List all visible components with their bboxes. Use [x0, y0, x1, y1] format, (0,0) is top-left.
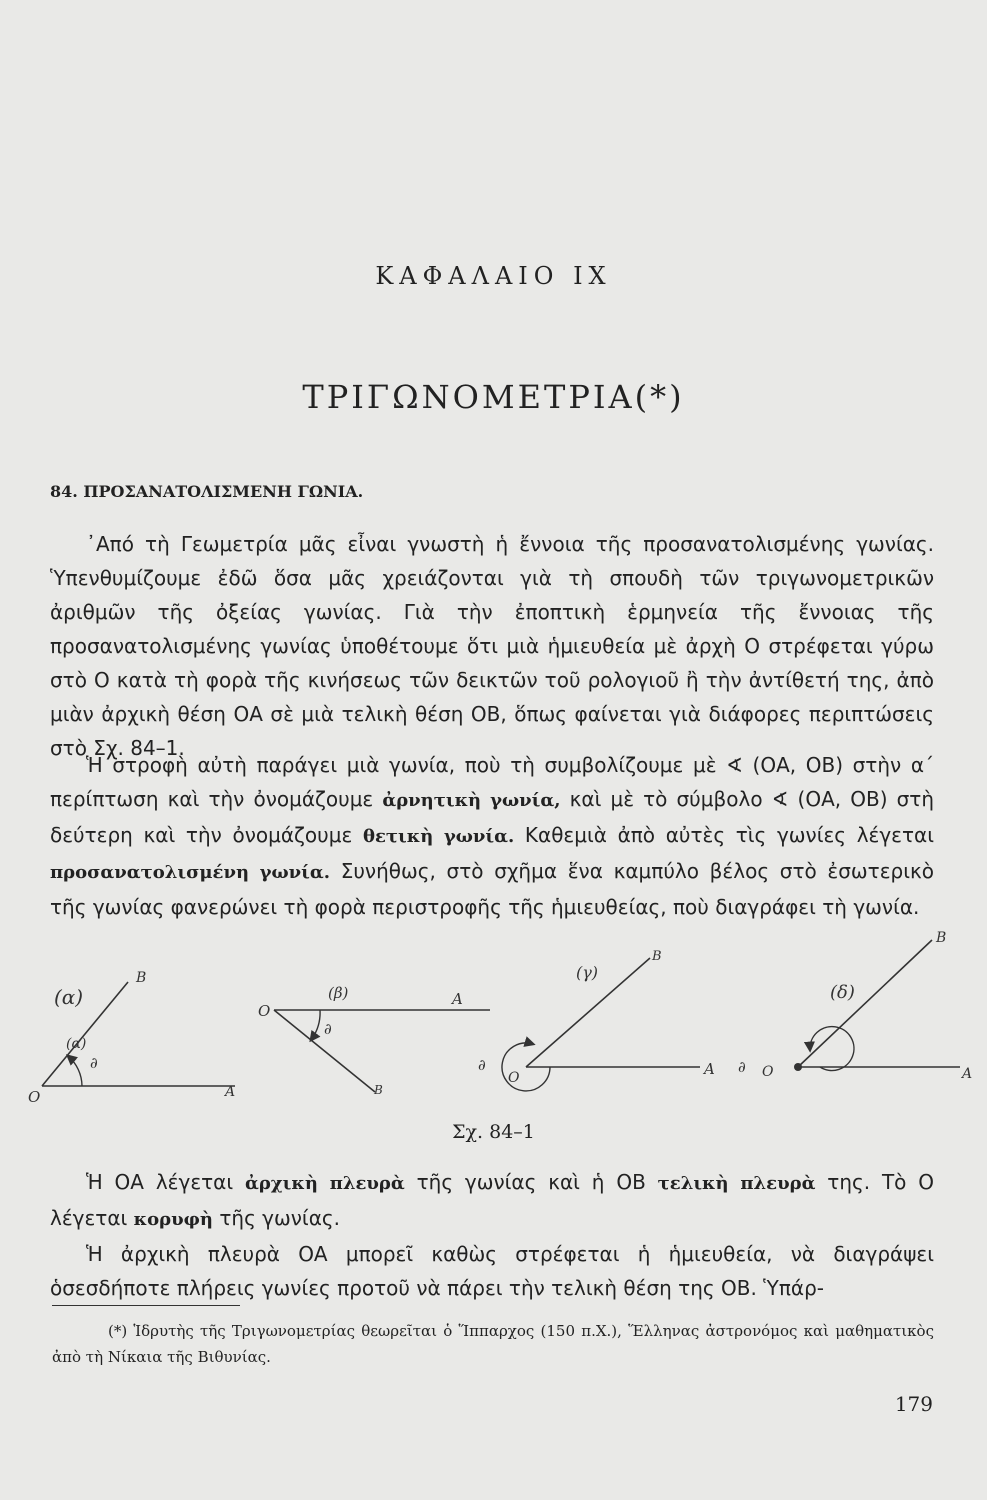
panel-b-tag: (β)	[328, 984, 349, 1002]
panel-a-label-o: O	[28, 1088, 41, 1106]
paragraph-full-rotations: Ἡ ἀρχικὴ πλευρὰ ΟΑ μπορεῖ καθὼς στρέφεται ἡ ἡμιευθεία, νὰ διαγράψει ὁσεσδήποτε πλήρεις γωνίες προτοῦ νὰ πάρει τὴν τελικὴ θέση της ΟΒ. Ὑπάρ-	[50, 1242, 934, 1300]
panel-b-angle-symbol: ∂	[324, 1020, 332, 1038]
figure-panel-a	[28, 970, 235, 1106]
panel-b-label-b: B	[374, 1083, 383, 1097]
panel-c-label-a: A	[704, 1060, 715, 1078]
footnote	[52, 1318, 934, 1370]
panel-a-label-b: B	[136, 970, 147, 986]
footnote-text: (*) Ἱδρυτὴς τῆς Τριγωνομετρίας θεωρεῖται ὁ Ἵππαρχος (150 π.Χ.), Ἕλληνας ἀστρονόμος καὶ μαθηματικὸς ἀπὸ τὴ Νίκαια τῆς Βιθυνίας.	[52, 1322, 934, 1366]
footnote-divider	[52, 1305, 240, 1306]
panel-a-angle-symbol: ∂	[90, 1054, 98, 1072]
panel-c-tag: (γ)	[576, 963, 599, 982]
panel-d-side-ob	[798, 940, 932, 1067]
para3-text-1: Ἡ ΟΑ λέγεται	[86, 1170, 245, 1194]
paragraph-intro-text: ᾿Από τὴ Γεωμετρία μᾶς εἶναι γνωστὴ ἡ ἔννοια τῆς προσανατολισμένης γωνίας. Ὑπενθυμίζουμε ἐδῶ ὅσα μᾶς χρειάζονται γιὰ τὴ σπουδὴ τῶν τριγωνομετρικῶν ἀριθμῶν τῆς ὀξείας γωνίας. Γιὰ τὴν ἐποπτικὴ ἑρμηνεία τῆς ἔννοιας τῆς προσανατολισμένης γωνίας ὑποθέτουμε ὅτι μιὰ ἡμιευθεία μὲ ἀρχὴ Ο στρέφεται γύρω στὸ Ο κατὰ τὴ φορὰ τῆς κινήσεως τῶν δεικτῶν τοῦ ρολογιοῦ ἢ τὴν ἀντίθετή της, ἀπὸ μιὰν ἀρχικὴ θέση ΟΑ σὲ μιὰ τελικὴ θέση ΟΒ, ὅπως φαίνεται γιὰ διάφορες περιπτώσεις στὸ Σχ. 84–1.	[50, 532, 934, 760]
panel-d-label-o: O	[762, 1064, 774, 1080]
para2-text-1: Ἡ στροφὴ αὐτὴ παράγει μιὰ γωνία, ποὺ τὴ συμβολίζουμε μὲ ∢ (ΟΑ, ΟΒ) στὴν α΄ περίπτωση καὶ τὴν ὀνομάζουμε	[50, 753, 934, 811]
term-terminal-side: τελικὴ πλευρὰ	[657, 1173, 816, 1194]
paragraph-intro	[50, 527, 934, 765]
term-vertex: κορυφὴ	[133, 1209, 213, 1230]
para2-text-4: Συνήθως, στὸ σχῆμα ἕνα καμπύλο βέλος στὸ ἐσωτερικὸ τῆς γωνίας φανερώνει τὴ φορὰ περιστροφῆς τῆς ἡμιευθείας, ποὺ διαγράφει τὴ γωνία.	[50, 859, 934, 919]
term-initial-side: ἀρχικὴ πλευρὰ	[244, 1173, 405, 1194]
panel-d-tag: (δ)	[830, 982, 855, 1003]
paragraph-definitions	[50, 1165, 934, 1305]
para2-text-3: Καθεμιὰ ἀπὸ αὐτὲς τὶς γωνίες λέγεται	[514, 823, 934, 847]
term-negative-angle: ἀρνητικὴ γωνία,	[382, 790, 561, 811]
para3-text-4: τῆς γωνίας.	[213, 1206, 340, 1230]
paragraph-rotation	[50, 748, 934, 924]
chapter-title: ΤΡΙΓΩΝΟΜΕΤΡΙΑ(*)	[302, 378, 685, 416]
panel-b-label-o: O	[258, 1002, 271, 1020]
para3-text-2: τῆς γωνίας καὶ ἡ ΟΒ	[404, 1170, 658, 1194]
figure-caption: Σχ. 84–1	[452, 1121, 535, 1143]
panel-b-label-a: A	[452, 990, 463, 1008]
figure-oriented-angles	[20, 930, 980, 1130]
panel-c-angle-symbol: ∂	[478, 1056, 486, 1074]
figure-panel-c	[478, 949, 715, 1091]
page-number: 179	[894, 1392, 933, 1416]
chapter-label: ΚΑΦΑΛΑΙΟ IX	[375, 262, 612, 290]
para3-text-3: της. Τὸ Ο λέγεται	[50, 1170, 935, 1230]
panel-a-tag: (α)	[54, 985, 84, 1009]
figure-panel-d	[738, 930, 972, 1082]
panel-b-angle-arc	[311, 1010, 320, 1040]
panel-a-angle-arc	[68, 1056, 82, 1086]
panel-d-label-b: B	[936, 930, 947, 946]
section-heading: 84. ΠΡΟΣΑΝΑΤΟΛΙΣΜΕΝΗ ΓΩΝΙΑ.	[50, 482, 364, 501]
panel-a-label-a: A	[225, 1084, 236, 1100]
term-oriented-angle: προσανατολισμένη γωνία.	[50, 862, 330, 883]
panel-a-arc-label: (α)	[66, 1036, 87, 1052]
panel-d-label-a: A	[962, 1066, 973, 1082]
para2-text-2: καὶ μὲ τὸ σύμβολο ∢ (ΟΑ, ΟΒ) στὴ δεύτερη καὶ τὴν ὀνομάζουμε	[50, 787, 934, 847]
panel-c-label-b: B	[652, 949, 662, 964]
panel-d-angle-symbol: ∂	[738, 1058, 746, 1076]
figure-panel-b	[258, 984, 490, 1097]
term-positive-angle: θετικὴ γωνία.	[362, 826, 515, 847]
panel-d-vertex-dot	[794, 1063, 802, 1071]
panel-c-label-o: O	[508, 1070, 520, 1086]
